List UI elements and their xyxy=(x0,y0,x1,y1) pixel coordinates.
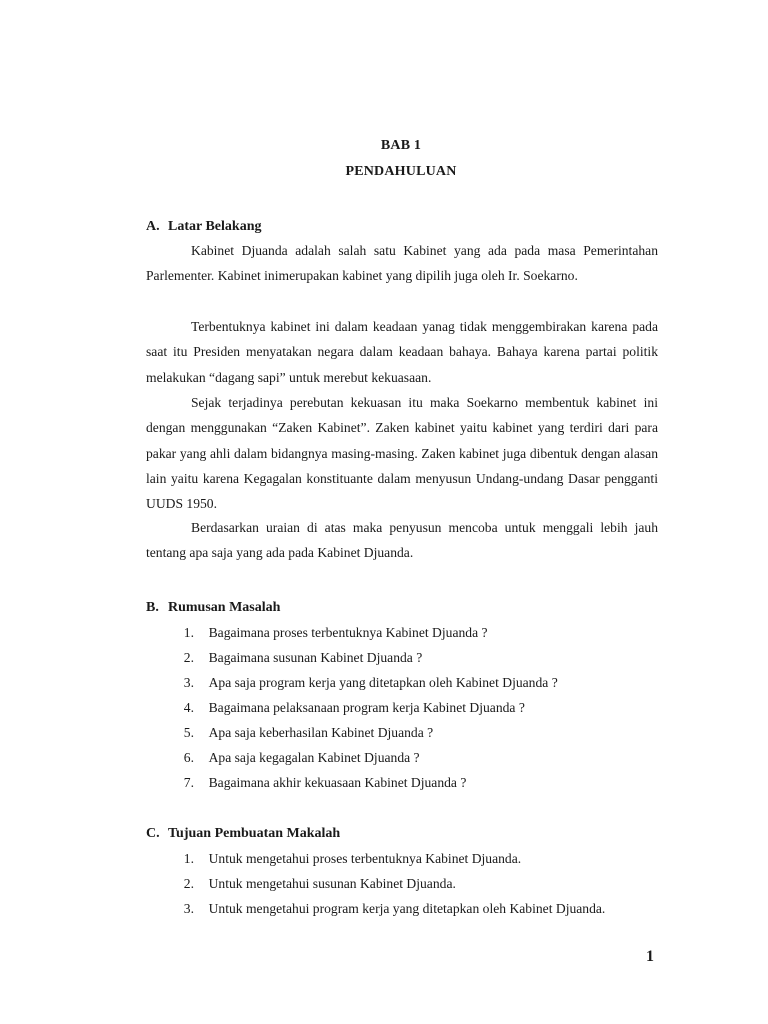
list-number: 1. xyxy=(183,625,194,640)
list-item xyxy=(146,871,605,896)
paragraph: Sejak terjadinya perebutan kekuasan itu maka Soekarno membentuk kabinet ini dengan menggunakan “Zaken Kabinet”. Zaken kabinet yaitu kabinet yang terdiri dari para pakar yang ahli dalam bidangnya masing-masing. Zaken kabinet juga dibentuk dengan alasan lain yaitu karena Kegagalan konstituante dalam menyusun Undang-undang Dasar pengganti UUDS 1950. xyxy=(146,395,658,512)
list-number: 3. xyxy=(183,675,194,690)
list-item xyxy=(146,695,558,720)
section-letter: B. xyxy=(146,600,159,615)
chapter-label: BAB 1 xyxy=(380,138,422,153)
section-letter: A. xyxy=(146,219,160,234)
section-letter: C. xyxy=(146,826,160,841)
list-item xyxy=(146,846,605,871)
list-item xyxy=(146,645,558,670)
chapter-title: PENDAHULUAN xyxy=(345,164,457,179)
list-number: 2. xyxy=(183,876,194,891)
list-text: Untuk mengetahui susunan Kabinet Djuanda. xyxy=(208,876,456,891)
list-text: Apa saja program kerja yang ditetapkan oleh Kabinet Djuanda ? xyxy=(208,675,558,690)
section-title: Rumusan Masalah xyxy=(168,600,281,615)
list-text: Untuk mengetahui proses terbentuknya Kabinet Djuanda. xyxy=(208,851,522,866)
list-item xyxy=(146,770,558,795)
list-item xyxy=(146,720,558,745)
list-number: 1. xyxy=(183,851,194,866)
section-heading-rumusan-masalah xyxy=(146,600,280,616)
paragraph: Kabinet Djuanda adalah salah satu Kabinet yang ada pada masa Pemerintahan Parlementer. Kabinet inimerupakan kabinet yang dipilih juga oleh Ir. Soekarno. xyxy=(146,243,658,284)
paragraph: Terbentuknya kabinet ini dalam keadaan yanag tidak menggembirakan karena pada saat itu Presiden menyatakan negara dalam keadaan bahaya. Bahaya karena partai politik melakukan “dagang sapi” untuk merebut kekuasaan. xyxy=(146,319,658,385)
list-number: 4. xyxy=(183,700,194,715)
list-item xyxy=(146,896,605,921)
section-heading-latar-belakang xyxy=(146,219,261,235)
section-title: Latar Belakang xyxy=(168,219,262,234)
list-item xyxy=(146,620,558,645)
section-heading-tujuan xyxy=(146,826,340,842)
list-text: Bagaimana akhir kekuasaan Kabinet Djuanda ? xyxy=(208,775,467,790)
page-number: 1 xyxy=(646,948,654,965)
tujuan-list xyxy=(146,846,605,921)
rumusan-masalah-list xyxy=(146,620,558,795)
list-text: Bagaimana proses terbentuknya Kabinet Djuanda ? xyxy=(208,625,488,640)
paragraph: Berdasarkan uraian di atas maka penyusun mencoba untuk menggali lebih jauh tentang apa saja yang ada pada Kabinet Djuanda. xyxy=(146,520,658,561)
list-number: 6. xyxy=(183,750,194,765)
list-text: Apa saja kegagalan Kabinet Djuanda ? xyxy=(208,750,420,765)
list-text: Bagaimana pelaksanaan program kerja Kabinet Djuanda ? xyxy=(208,700,525,715)
list-number: 7. xyxy=(183,775,194,790)
list-text: Bagaimana susunan Kabinet Djuanda ? xyxy=(208,650,423,665)
list-number: 2. xyxy=(183,650,194,665)
list-text: Untuk mengetahui program kerja yang ditetapkan oleh Kabinet Djuanda. xyxy=(208,901,606,916)
section-title: Tujuan Pembuatan Makalah xyxy=(168,826,341,841)
list-number: 5. xyxy=(183,725,194,740)
list-text: Apa saja keberhasilan Kabinet Djuanda ? xyxy=(208,725,434,740)
list-number: 3. xyxy=(183,901,194,916)
list-item xyxy=(146,670,558,695)
list-item xyxy=(146,745,558,770)
